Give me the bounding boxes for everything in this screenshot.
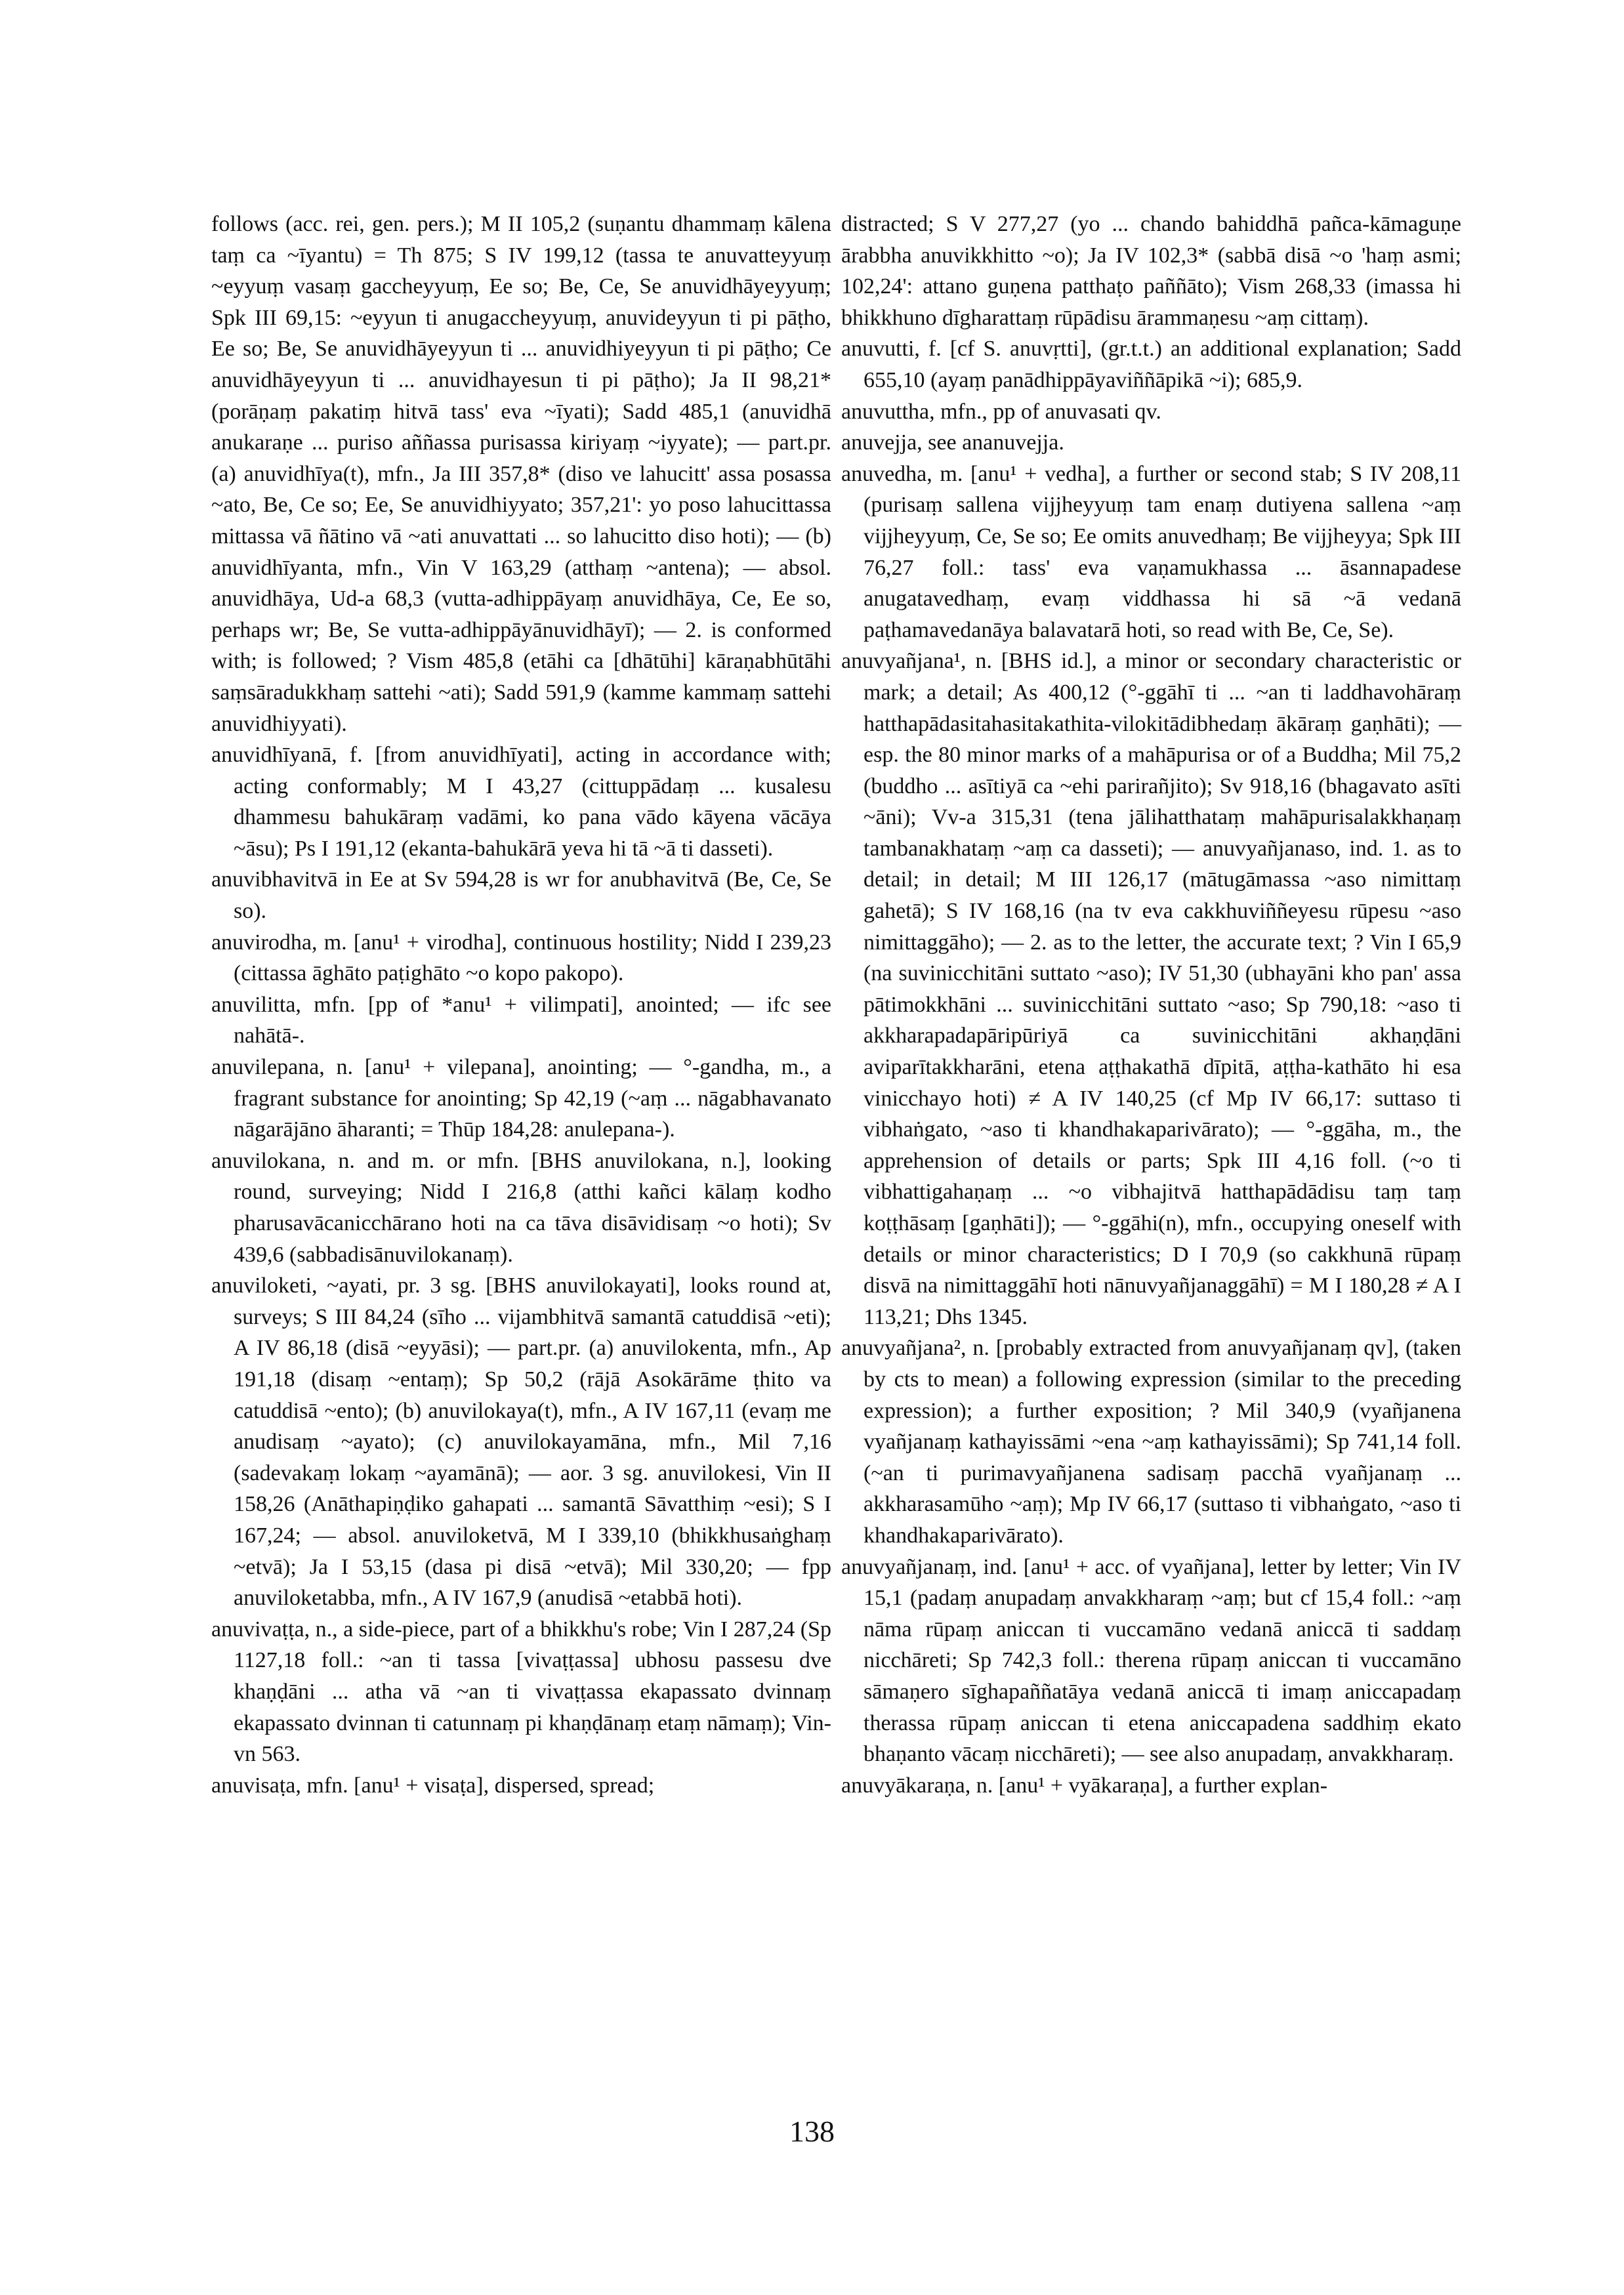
right-column	[841, 209, 1461, 1801]
dictionary-entry: anuvibhavitvā in Ee at Sv 594,28 is wr for anubhavitvā (Be, Ce, Se so).	[211, 867, 831, 924]
dictionary-entry: anuvedha, m. [anu¹ + vedha], a further or second stab; S IV 208,11 (purisaṃ sallena vijjheyyuṃ tam enaṃ dutiyena sallena ~aṃ vijjheyyuṃ, Ce, Se so; Ee omits anuvedhaṃ; Be vijjheyya; Spk III 76,27 foll.: tass' eva vaṇamukhassa ... āsannapadese anugatavedhaṃ, evaṃ viddhassa hi sā ~ā vedanā paṭhamavedanāya balavatarā hoti, so read with Be, Ce, Se).	[841, 461, 1461, 642]
dictionary-entry: anuvilitta, mfn. [pp of *anu¹ + vilimpati], anointed; — ifc see nahātā-.	[211, 992, 831, 1048]
dictionary-entry: anuvisaṭa, mfn. [anu¹ + visaṭa], dispersed, spread;	[211, 1773, 655, 1798]
dictionary-entry: anuvyañjana², n. [probably extracted from anuvyañjanaṃ qv], (taken by cts to mean) a following expression (similar to the preceding expression); a further exposition; ? Mil 340,9 (vyañjanena vyañjanaṃ kathayissāmi ~ena ~aṃ kathayissāmi); Sp 741,14 foll. (~an ti purimavyañjanena sadisaṃ pacchā vyañjanaṃ ... akkharasamūho ~aṃ); Mp IV 66,17 (suttaso ti vibhaṅgato, ~aso ti khandhakaparivārato).	[841, 1336, 1461, 1548]
dictionary-entry: anuvyākaraṇa, n. [anu¹ + vyākaraṇa], a further explan-	[841, 1773, 1328, 1798]
left-column	[211, 209, 831, 1801]
dictionary-entry: anuvyañjanaṃ, ind. [anu¹ + acc. of vyañjana], letter by letter; Vin IV 15,1 (padaṃ anupadaṃ anvakkharaṃ ~aṃ; but cf 15,4 foll.: ~aṃ nāma rūpaṃ aniccan ti vuccamāno vedanā aniccā ti saddaṃ nicchāreti; Sp 742,3 foll.: therena rūpaṃ aniccan ti vuccamāno sāmaṇero sīghapaññatāya vedanā aniccā ti imaṃ aniccapadaṃ therassa rūpaṃ aniccan ti etena aniccapadena saddhiṃ ekato bhaṇanto vācaṃ nicchāreti); — see also anupadaṃ, anvakkharaṃ.	[841, 1554, 1461, 1767]
dictionary-entry: anuvilokana, n. and m. or mfn. [BHS anuvilokana, n.], looking round, surveying; Nidd I 216,8 (atthi kañci kālaṃ kodho pharusavācanicchārano hoti na ca tāva disāvidisaṃ ~o hoti); Sv 439,6 (sabbadisānuvilokanaṃ).	[211, 1148, 831, 1267]
dictionary-entry: distracted; S V 277,27 (yo ... chando bahiddhā pañca-kāmaguṇe ārabbha anuvikkhitto ~o); Ja IV 102,3* (sabbā disā ~o 'haṃ asmi; 102,24': attano guṇena patthaṭo paññāto); Vism 268,33 (imassa hi bhikkhuno dīgharattaṃ rūpādisu ārammaṇesu ~aṃ cittaṃ).	[841, 212, 1461, 330]
dictionary-entry: anuvirodha, m. [anu¹ + virodha], continuous hostility; Nidd I 239,23 (cittassa āghāto paṭighāto ~o kopo pakopo).	[211, 930, 831, 986]
page-number: 138	[789, 2115, 835, 2148]
dictionary-entry: anuvilepana, n. [anu¹ + vilepana], anointing; — °-gandha, m., a fragrant substance for anointing; Sp 42,19 (~aṃ ... nāgabhavanato nāgarājāno āharanti; = Thūp 184,28: anulepana-).	[211, 1055, 831, 1142]
dictionary-entry: anuvutti, f. [cf S. anuvṛtti], (gr.t.t.) an additional explanation; Sadd 655,10 (ayaṃ panādhippāyaviññāpikā ~i); 685,9.	[841, 337, 1461, 392]
dictionary-entry: anuvuttha, mfn., pp of anuvasati qv.	[841, 399, 1161, 424]
dictionary-entry: anuvidhīyanā, f. [from anuvidhīyati], acting in accordance with; acting conformably; M I 43,27 (cittuppādaṃ ... kusalesu dhammesu bahukāraṃ vadāmi, ko pana vādo kāyena vācāya ~āsu); Ps I 191,12 (ekanta-bahukārā yeva hi tā ~ā ti dasseti).	[211, 743, 831, 861]
dictionary-entry: anuviloketi, ~ayati, pr. 3 sg. [BHS anuvilokayati], looks round at, surveys; S III 84,24 (sīho ... vijambhitvā samantā catuddisā ~eti); A IV 86,18 (disā ~eyyāsi); — part.pr. (a) anuvilokenta, mfn., Ap 191,18 (disaṃ ~entaṃ); Sp 50,2 (rājā Asokārāme ṭhito va catuddisā ~ento); (b) anuvilokaya(t), mfn., A IV 167,11 (evaṃ me anudisaṃ ~ayato); (c) anuvilokayamāna, mfn., Mil 7,16 (sadevakaṃ lokaṃ ~ayamānā); — aor. 3 sg. anuvilokesi, Vin II 158,26 (Anāthapiṇḍiko gahapati ... samantā Sāvatthiṃ ~esi); S I 167,24; — absol. anuviloketvā, M I 339,10 (bhikkhusaṅghaṃ ~etvā); Ja I 53,15 (dasa pi disā ~etvā); Mil 330,20; — fpp anuviloketabba, mfn., A IV 167,9 (anudisā ~etabbā hoti).	[211, 1273, 831, 1611]
dictionary-entry: anuvivaṭṭa, n., a side-piece, part of a bhikkhu's robe; Vin I 287,24 (Sp 1127,18 foll.: ~an ti tassa [vivaṭṭassa] ubhosu passesu dve khaṇḍāni ... atha vā ~an ti vivaṭṭassa ekapassato dvinnaṃ ekapassato dvinnan ti catunnaṃ pi khaṇḍānaṃ etaṃ nāmaṃ); Vin-vn 563.	[211, 1617, 831, 1767]
dictionary-entry: follows (acc. rei, gen. pers.); M II 105,2 (suṇantu dhammaṃ kālena taṃ ca ~īyantu) = Th 875; S IV 199,12 (tassa te anuvatteyyuṃ ~eyyuṃ vasaṃ gaccheyyuṃ, Ee so; Be, Ce, Se anuvidhāyeyyuṃ; Spk III 69,15: ~eyyun ti anugaccheyyuṃ, anuvideyyun ti pi pāṭho, Ee so; Be, Se anuvidhāyeyyun ti ... anuvidhiyeyyun ti pi pāṭho; Ce anuvidhāyeyyun ti ... anuvidhayesun ti pi pāṭho); Ja II 98,21* (porāṇaṃ pakatiṃ hitvā tass' eva ~īyati); Sadd 485,1 (anuvidhā anukaraṇe ... puriso aññassa purisassa kiriyaṃ ~iyyate); — part.pr. (a) anuvidhīya(t), mfn., Ja III 357,8* (diso ve lahucitt' assa posassa ~ato, Be, Ce so; Ee, Se anuvidhiyyato; 357,21': yo poso lahucittassa mittassa vā ñātino vā ~ati anuvattati ... so lahucitto diso hoti); — (b) anuvidhīyanta, mfn., Vin V 163,29 (atthaṃ ~antena); — absol. anuvidhāya, Ud-a 68,3 (vutta-adhippāyaṃ anuvidhāya, Ce, Ee so, perhaps wr; Be, Se vutta-adhippāyānuvidhāyī); — 2. is conformed with; is followed; ? Vism 485,8 (etāhi ca [dhātūhi] kāraṇabhūtāhi saṃsāradukkhaṃ sattehi ~ati); Sadd 591,9 (kamme kammaṃ sattehi anuvidhiyyati).	[211, 212, 831, 736]
dictionary-entry: anuvyañjana¹, n. [BHS id.], a minor or secondary characteristic or mark; a detail; As 400,12 (°-ggāhī ti ... ~an ti laddhavohāraṃ hatthapādasitahasitakathita-vilokitādibhedaṃ ākāraṃ gaṇhāti); — esp. the 80 minor marks of a mahāpurisa or of a Buddha; Mil 75,2 (buddho ... asītiyā ca ~ehi parirañjito); Sv 918,16 (bhagavato asīti ~āni); Vv-a 315,31 (tena jālihatthataṃ mahāpurisalakkhaṇaṃ tambanakhataṃ ~aṃ ca dasseti); — anuvyañjanaso, ind. 1. as to detail; in detail; M III 126,17 (mātugāmassa ~aso nimittaṃ gahetā); S IV 168,16 (na tv eva cakkhuviññeyesu rūpesu ~aso nimittaggāho); — 2. as to the letter, the accurate text; ? Vin I 65,9 (na suvinicchitāni suttato ~aso); IV 51,30 (ubhayāni kho pan' assa pātimokkhāni ... suvinicchitāni suttato ~aso; Sp 790,18: ~aso ti akkharapadapāripūriyā ca suvinicchitāni akhaṇḍāni aviparītakkharāni, etena aṭṭhakathā dīpitā, aṭṭha-kathāto hi esa vinicchayo hoti) ≠ A IV 140,25 (cf Mp IV 66,17: suttaso ti vibhaṅgato, ~aso ti khandhakaparivārato); — °-ggāha, m., the apprehension of details or parts; Spk III 4,16 foll. (~o ti vibhattigahaṇaṃ ... ~o vibhajitvā hatthapādādisu taṃ taṃ koṭṭhāsaṃ [gaṇhāti]); — °-ggāhi(n), mfn., occupying oneself with details or minor characteristics; D I 70,9 (so cakkhunā rūpaṃ disvā na nimittaggāhī hoti nānuvyañjanaggāhī) = M I 180,28 ≠ A I 113,21; Dhs 1345.	[841, 649, 1461, 1329]
dictionary-entry: anuvejja, see ananuvejja.	[841, 430, 1064, 455]
